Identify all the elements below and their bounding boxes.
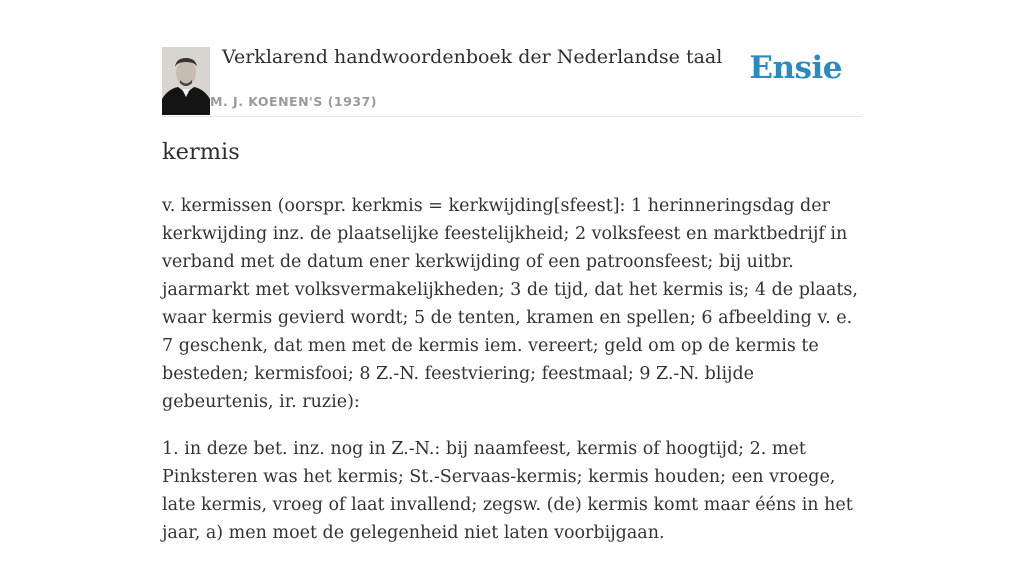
definition-paragraph: 1. in deze bet. inz. nog in Z.-N.: bij naamfeest, kermis of hoogtijd; 2. met Pinksteren was het kermis; St.-Servaas-kermis; kermis houden; een vroege, late kermis, vroeg of laat invallend; zegsw. (de) kermis komt maar ééns in het jaar, a) men moet de gelegenheid niet laten voorbijgaan. <box>162 439 853 543</box>
dictionary-page <box>162 0 862 543</box>
author-portrait <box>162 47 210 115</box>
book-title: Verklarend handwoordenboek der Nederlandse taal <box>222 46 723 68</box>
definition-paragraph: v. kermissen (oorspr. kerkmis = kerkwijding[sfeest]: 1 herinneringsdag der kerkwijding inz. de plaatselijke feestelijkheid; 2 volksfeest en marktbedrijf in verband met de datum ener kerkwijding of een patroonsfeest; bij uitbr. jaarmarkt met volksvermakelijkheden; 3 de tijd, dat het kermis is; 4 de plaats, waar kermis gevierd wordt; 5 de tenten, kramen en spellen; 6 afbeelding v. e. 7 geschenk, dat men met de kermis iem. vereert; geld om op de kermis te besteden; kermisfooi; 8 Z.-N. feestviering; feestmaal; 9 Z.-N. blijde gebeurtenis, ir. ruzie): <box>162 196 858 412</box>
dictionary-header <box>162 0 862 117</box>
ensie-logo-link[interactable]: Ensie <box>749 50 842 86</box>
book-author: M. J. KOENEN'S (1937) <box>210 94 377 109</box>
entry-definition <box>162 192 862 566</box>
entry-term: kermis <box>162 139 240 165</box>
